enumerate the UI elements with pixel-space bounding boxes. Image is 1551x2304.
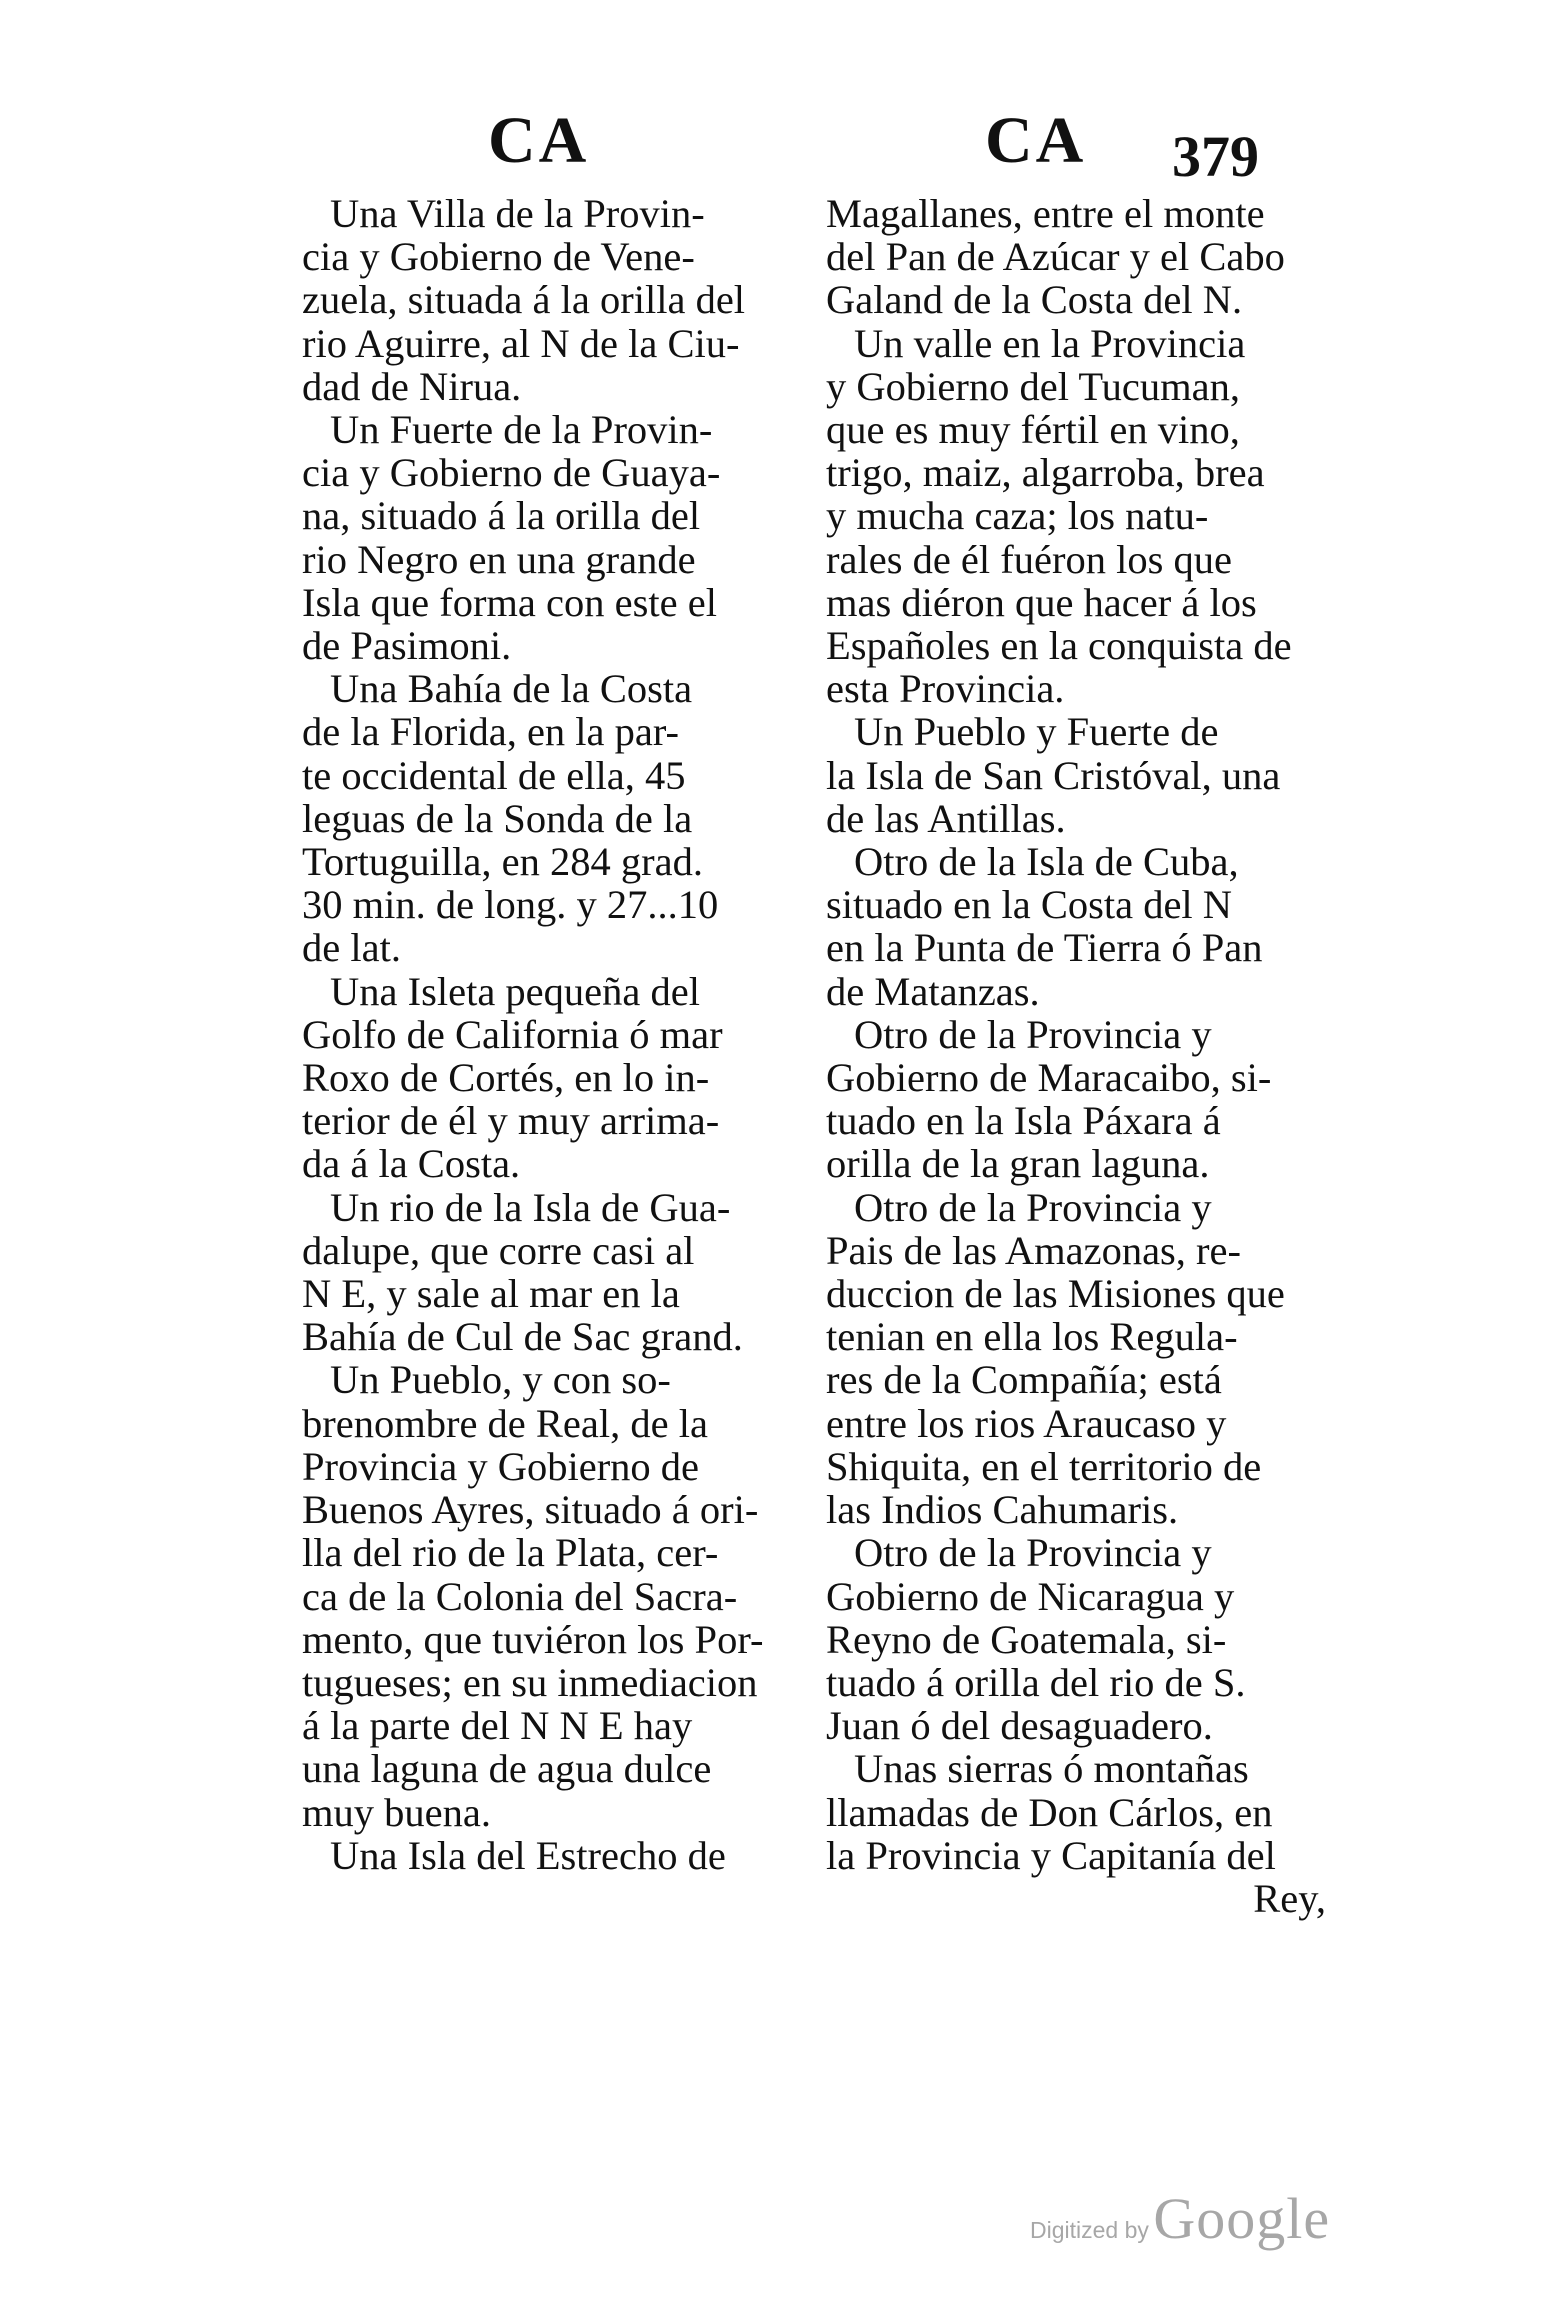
- text-line: Pais de las Amazonas, re-: [826, 1227, 1242, 1273]
- text-line: te occidental de ella, 45: [302, 752, 686, 798]
- text-line: Magallanes, entre el monte: [826, 191, 1265, 236]
- text-line: Galand de la Costa del N.: [826, 277, 1243, 323]
- text-line: de Pasimoni.: [302, 623, 512, 669]
- text-line: de la Florida, en la par-: [302, 709, 680, 755]
- text-line: Golfo de California ó mar: [302, 1011, 723, 1057]
- text-line: la Isla de San Cristóval, una: [826, 752, 1281, 798]
- text-line: muy buena.: [302, 1789, 491, 1835]
- text-line: Otro de la Isla de Cuba,: [854, 839, 1239, 885]
- text-line: tugueses; en su inmediacion: [302, 1659, 758, 1705]
- text-line: Roxo de Cortés, en lo in-: [302, 1055, 710, 1101]
- entry-paragraph: [302, 1834, 802, 1877]
- text-line: Shiquita, en el territorio de: [826, 1443, 1262, 1489]
- entry-paragraph: [826, 840, 1326, 1013]
- entry-paragraph: [826, 1186, 1326, 1532]
- entry-paragraph: [826, 1747, 1326, 1877]
- text-line: dalupe, que corre casi al: [302, 1227, 695, 1273]
- text-line: que es muy fértil en vino,: [826, 407, 1240, 453]
- text-line: de Matanzas.: [826, 968, 1040, 1014]
- entry-paragraph: [302, 1186, 802, 1359]
- text-line: 30 min. de long. y 27...10: [302, 882, 719, 928]
- text-line: Buenos Ayres, situado á ori-: [302, 1487, 759, 1533]
- text-line: da á la Costa.: [302, 1141, 521, 1187]
- digitized-watermark: [1030, 2185, 1330, 2252]
- page-number: 379: [1172, 124, 1259, 189]
- text-line: orilla de la gran laguna.: [826, 1141, 1210, 1187]
- text-line: de lat.: [302, 925, 401, 971]
- text-line: tenian en ella los Regula-: [826, 1314, 1238, 1360]
- text-line: Otro de la Provincia y: [854, 1184, 1212, 1230]
- text-line: zuela, situada á la orilla del: [302, 277, 746, 323]
- text-line: de las Antillas.: [826, 795, 1066, 841]
- text-line: Juan ó del desaguadero.: [826, 1703, 1213, 1749]
- text-line: y Gobierno del Tucuman,: [826, 363, 1240, 409]
- text-line: mas diéron que hacer á los: [826, 579, 1257, 625]
- right-running-head: CA: [985, 104, 1087, 177]
- entry-paragraph: [826, 322, 1326, 711]
- text-line: Gobierno de Maracaibo, si-: [826, 1055, 1272, 1101]
- text-line: Isla que forma con este el: [302, 579, 717, 625]
- entry-paragraph: [302, 1358, 802, 1833]
- text-line: na, situado á la orilla del: [302, 493, 701, 539]
- text-line: Un Fuerte de la Provin-: [330, 407, 713, 453]
- text-line: res de la Compañía; está: [826, 1357, 1222, 1403]
- text-line: del Pan de Azúcar y el Cabo: [826, 234, 1285, 280]
- text-line: brenombre de Real, de la: [302, 1400, 708, 1446]
- text-line: Una Bahía de la Costa: [330, 666, 693, 712]
- text-line: Provincia y Gobierno de: [302, 1443, 700, 1489]
- text-line: Españoles en la conquista de: [826, 623, 1292, 669]
- entry-paragraph: [826, 192, 1326, 322]
- text-line: la Provincia y Capitanía del: [826, 1832, 1276, 1878]
- text-line: situado en la Costa del N: [826, 882, 1233, 928]
- entry-paragraph: [302, 667, 802, 969]
- google-logo: Google: [1153, 2186, 1331, 2251]
- text-line: mento, que tuviéron los Por-: [302, 1616, 764, 1662]
- text-line: las Indios Cahumaris.: [826, 1487, 1179, 1533]
- text-line: Un rio de la Isla de Gua-: [330, 1184, 731, 1230]
- watermark-prefix: Digitized by: [1030, 2217, 1149, 2243]
- text-line: leguas de la Sonda de la: [302, 795, 693, 841]
- text-line: á la parte del N N E hay: [302, 1703, 693, 1749]
- text-line: Gobierno de Nicaragua y: [826, 1573, 1235, 1619]
- text-line: cia y Gobierno de Guaya-: [302, 450, 721, 496]
- text-line: N E, y sale al mar en la: [302, 1271, 680, 1317]
- text-line: Bahía de Cul de Sac grand.: [302, 1314, 743, 1360]
- catchword: Rey,: [1253, 1875, 1326, 1921]
- text-line: llamadas de Don Cárlos, en: [826, 1789, 1273, 1835]
- text-line: entre los rios Araucaso y: [826, 1400, 1227, 1446]
- text-line: en la Punta de Tierra ó Pan: [826, 925, 1263, 971]
- entry-paragraph: [826, 1013, 1326, 1186]
- entry-paragraph: [826, 710, 1326, 840]
- text-line: Una Villa de la Provin-: [330, 191, 705, 236]
- text-line: Una Isleta pequeña del: [330, 968, 700, 1014]
- text-line: duccion de las Misiones que: [826, 1271, 1285, 1317]
- left-running-head: CA: [488, 104, 590, 177]
- right-text-column: [826, 192, 1326, 1920]
- entry-paragraph: [826, 1531, 1326, 1747]
- text-line: trigo, maiz, algarroba, brea: [826, 450, 1265, 496]
- entry-paragraph: [302, 192, 802, 408]
- text-line: rio Negro en una grande: [302, 536, 696, 582]
- text-line: Un valle en la Provincia: [854, 320, 1246, 366]
- entry-paragraph: [302, 408, 802, 667]
- text-line: Otro de la Provincia y: [854, 1530, 1212, 1576]
- text-line: terior de él y muy arrima-: [302, 1098, 720, 1144]
- text-line: rio Aguirre, al N de la Ciu-: [302, 320, 740, 366]
- text-line: Reyno de Goatemala, si-: [826, 1616, 1227, 1662]
- text-line: y mucha caza; los natu-: [826, 493, 1209, 539]
- text-line: ca de la Colonia del Sacra-: [302, 1573, 738, 1619]
- text-line: tuado á orilla del rio de S.: [826, 1659, 1246, 1705]
- text-line: Un Pueblo y Fuerte de: [854, 709, 1219, 755]
- text-line: una laguna de agua dulce: [302, 1746, 712, 1792]
- left-text-column: [302, 192, 802, 1877]
- text-line: Una Isla del Estrecho de: [330, 1832, 726, 1878]
- text-line: tuado en la Isla Páxara á: [826, 1098, 1221, 1144]
- text-line: Tortuguilla, en 284 grad.: [302, 839, 703, 885]
- text-line: dad de Nirua.: [302, 363, 522, 409]
- text-line: cia y Gobierno de Vene-: [302, 234, 695, 280]
- text-line: Un Pueblo, y con so-: [330, 1357, 671, 1403]
- text-line: esta Provincia.: [826, 666, 1065, 712]
- text-line: Unas sierras ó montañas: [854, 1746, 1249, 1792]
- entry-paragraph: [302, 970, 802, 1186]
- text-line: rales de él fuéron los que: [826, 536, 1232, 582]
- text-line: Otro de la Provincia y: [854, 1011, 1212, 1057]
- text-line: lla del rio de la Plata, cer-: [302, 1530, 719, 1576]
